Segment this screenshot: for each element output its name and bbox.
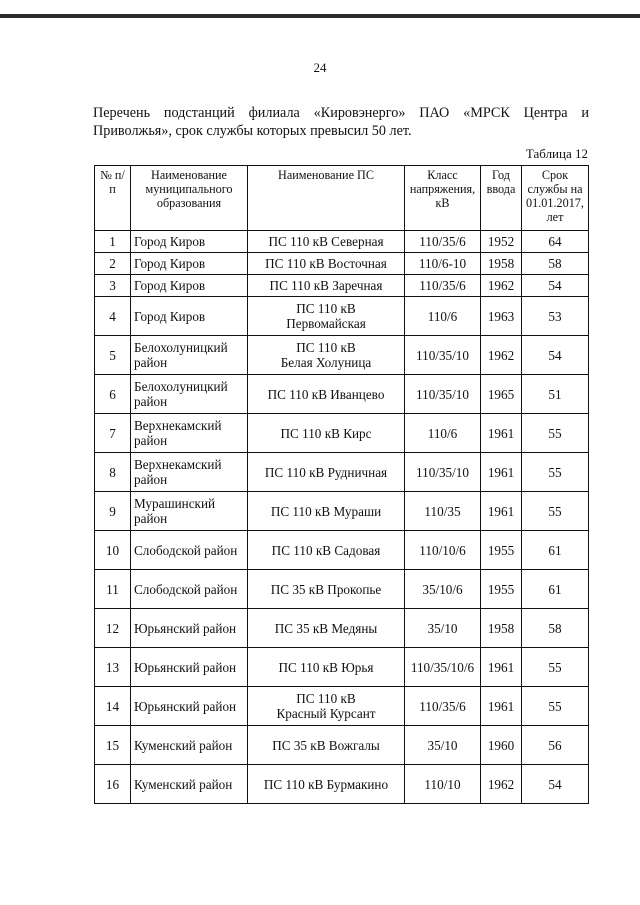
cell-municipality xyxy=(131,414,248,453)
cell-voltage xyxy=(405,375,481,414)
header-age: Срок службы на 01.01.2017, лет xyxy=(522,166,589,231)
cell-voltage xyxy=(405,275,481,297)
cell-age xyxy=(522,687,589,726)
cell-age xyxy=(522,414,589,453)
cell-substation-text: ПС 110 кВ Восточная xyxy=(265,256,387,271)
table-header xyxy=(95,166,589,231)
cell-municipality xyxy=(131,648,248,687)
cell-year xyxy=(481,414,522,453)
cell-year-text: 1961 xyxy=(487,698,515,714)
table-row xyxy=(95,609,589,648)
cell-age-text: 53 xyxy=(548,308,562,324)
cell-year-text: 1962 xyxy=(487,278,515,293)
cell-num xyxy=(95,648,131,687)
cell-municipality xyxy=(131,726,248,765)
cell-year-text: 1962 xyxy=(487,347,515,363)
cell-num-text: 1 xyxy=(109,234,116,249)
cell-voltage xyxy=(405,570,481,609)
cell-num xyxy=(95,297,131,336)
cell-voltage xyxy=(405,687,481,726)
cell-year xyxy=(481,726,522,765)
cell-voltage xyxy=(405,765,481,804)
cell-age xyxy=(522,253,589,275)
cell-year xyxy=(481,648,522,687)
cell-voltage-text: 110/35/10 xyxy=(416,464,469,480)
cell-substation xyxy=(248,414,405,453)
cell-municipality xyxy=(131,492,248,531)
table-row xyxy=(95,231,589,253)
cell-voltage-text: 35/10 xyxy=(427,737,458,753)
cell-num xyxy=(95,253,131,275)
cell-year-text: 1962 xyxy=(487,776,515,792)
cell-municipality-text: Город Киров xyxy=(134,234,206,249)
cell-age xyxy=(522,453,589,492)
cell-age xyxy=(522,765,589,804)
cell-municipality xyxy=(131,453,248,492)
cell-substation-text: ПС 110 кВ Северная xyxy=(268,234,384,249)
cell-age xyxy=(522,726,589,765)
cell-year xyxy=(481,253,522,275)
cell-year-text: 1961 xyxy=(487,659,515,675)
cell-voltage-text: 110/6-10 xyxy=(418,256,467,271)
cell-age-text: 51 xyxy=(548,386,562,402)
cell-age-text: 61 xyxy=(548,581,562,597)
document-heading: Перечень подстанций филиала «Кировэнерго» ПАО «МРСК Центра и Приволжья», срок службы которых превысил 50 лет. xyxy=(93,105,589,139)
cell-municipality-text: Юрьянский район xyxy=(134,620,237,636)
page-number: 24 xyxy=(313,60,327,75)
cell-year xyxy=(481,492,522,531)
cell-age xyxy=(522,531,589,570)
cell-municipality xyxy=(131,687,248,726)
cell-substation xyxy=(248,531,405,570)
cell-substation xyxy=(248,253,405,275)
cell-voltage xyxy=(405,453,481,492)
cell-substation xyxy=(248,375,405,414)
cell-age xyxy=(522,609,589,648)
cell-year-text: 1952 xyxy=(487,234,515,249)
cell-voltage xyxy=(405,297,481,336)
cell-age xyxy=(522,231,589,253)
cell-age-text: 55 xyxy=(548,464,562,480)
cell-year xyxy=(481,297,522,336)
cell-num-text: 3 xyxy=(109,278,116,293)
cell-year xyxy=(481,765,522,804)
cell-municipality xyxy=(131,375,248,414)
cell-municipality-text: Юрьянский район xyxy=(134,698,237,714)
table-row xyxy=(95,765,589,804)
header-voltage: Класс напряжения, кВ xyxy=(405,166,481,231)
cell-substation-text: ПС 110 кВ Рудничная xyxy=(264,464,388,480)
cell-municipality xyxy=(131,765,248,804)
cell-voltage xyxy=(405,609,481,648)
cell-substation xyxy=(248,570,405,609)
cell-age-text: 55 xyxy=(548,503,562,519)
cell-num xyxy=(95,765,131,804)
table-row xyxy=(95,687,589,726)
header-substation: Наименование ПС xyxy=(248,166,405,231)
table-body xyxy=(95,231,589,804)
cell-num xyxy=(95,336,131,375)
cell-num-text: 11 xyxy=(106,581,119,597)
cell-municipality xyxy=(131,297,248,336)
cell-voltage-text: 110/35/6 xyxy=(419,278,466,293)
cell-num xyxy=(95,492,131,531)
table-row xyxy=(95,648,589,687)
cell-age-text: 55 xyxy=(548,425,562,441)
table-label: Таблица 12 xyxy=(525,146,588,161)
header-year: Год ввода xyxy=(481,166,522,231)
cell-voltage-text: 110/35/10/6 xyxy=(410,659,475,675)
cell-substation-text: ПС 110 кВ Красный Курсант xyxy=(276,691,376,721)
cell-voltage-text: 110/35 xyxy=(424,503,461,519)
cell-substation xyxy=(248,726,405,765)
cell-voltage xyxy=(405,726,481,765)
cell-voltage-text: 110/10 xyxy=(424,776,461,792)
cell-age xyxy=(522,297,589,336)
cell-voltage-text: 110/35/6 xyxy=(419,698,466,714)
cell-substation xyxy=(248,648,405,687)
cell-voltage-text: 110/35/10 xyxy=(416,347,469,363)
cell-municipality-text: Город Киров xyxy=(134,256,206,271)
cell-year-text: 1955 xyxy=(487,542,515,558)
cell-year-text: 1961 xyxy=(487,503,515,519)
cell-substation xyxy=(248,687,405,726)
cell-substation-text: ПС 110 кВ Белая Холуница xyxy=(280,340,372,370)
cell-voltage xyxy=(405,253,481,275)
cell-num-text: 9 xyxy=(109,503,116,519)
cell-year-text: 1958 xyxy=(487,256,515,271)
cell-municipality-text: Юрьянский район xyxy=(134,659,237,675)
cell-substation-text: ПС 110 кВ Мураши xyxy=(270,503,382,519)
cell-municipality-text: Город Киров xyxy=(134,278,206,293)
cell-year xyxy=(481,687,522,726)
cell-age xyxy=(522,648,589,687)
cell-age-text: 54 xyxy=(548,347,562,363)
substations-table xyxy=(94,165,589,804)
cell-age-text: 58 xyxy=(548,256,562,271)
cell-municipality-text: Куменский район xyxy=(134,776,233,792)
cell-voltage xyxy=(405,414,481,453)
cell-year xyxy=(481,336,522,375)
header-municipality: Наименование муниципального образования xyxy=(131,166,248,231)
cell-age-text: 58 xyxy=(548,620,562,636)
cell-municipality-text: Город Киров xyxy=(134,308,206,324)
cell-year xyxy=(481,609,522,648)
table-row xyxy=(95,336,589,375)
cell-year-text: 1960 xyxy=(487,737,515,753)
cell-substation xyxy=(248,231,405,253)
table-row xyxy=(95,275,589,297)
cell-num-text: 2 xyxy=(109,256,116,271)
table-row xyxy=(95,414,589,453)
cell-age-text: 56 xyxy=(548,737,562,753)
cell-substation-text: ПС 110 кВ Бурмакино xyxy=(263,776,389,792)
cell-num-text: 10 xyxy=(105,542,120,558)
cell-substation-text: ПС 35 кВ Прокопье xyxy=(270,581,382,597)
table-row xyxy=(95,375,589,414)
cell-age xyxy=(522,275,589,297)
cell-num-text: 16 xyxy=(105,776,120,792)
cell-num xyxy=(95,453,131,492)
cell-substation xyxy=(248,765,405,804)
table-row xyxy=(95,253,589,275)
cell-substation xyxy=(248,492,405,531)
cell-municipality-text: Верхнекамский район xyxy=(134,418,222,448)
cell-substation xyxy=(248,336,405,375)
cell-municipality xyxy=(131,231,248,253)
cell-municipality-text: Слободской район xyxy=(134,542,238,558)
cell-age xyxy=(522,492,589,531)
cell-municipality xyxy=(131,531,248,570)
cell-voltage xyxy=(405,336,481,375)
cell-num xyxy=(95,375,131,414)
table-row xyxy=(95,570,589,609)
cell-num xyxy=(95,609,131,648)
header-row xyxy=(95,166,589,231)
cell-age xyxy=(522,570,589,609)
cell-municipality xyxy=(131,336,248,375)
cell-num-text: 4 xyxy=(109,308,116,324)
cell-voltage xyxy=(405,648,481,687)
cell-num xyxy=(95,231,131,253)
cell-num-text: 15 xyxy=(105,737,120,753)
table-row xyxy=(95,492,589,531)
cell-voltage-text: 110/35/10 xyxy=(416,386,469,402)
cell-age-text: 64 xyxy=(548,234,562,249)
cell-year xyxy=(481,231,522,253)
cell-age-text: 61 xyxy=(548,542,562,558)
cell-year-text: 1963 xyxy=(487,308,515,324)
cell-age-text: 54 xyxy=(548,776,562,792)
cell-year-text: 1961 xyxy=(487,425,515,441)
cell-voltage-text: 35/10/6 xyxy=(422,581,463,597)
cell-substation-text: ПС 110 кВ Садовая xyxy=(271,542,381,558)
cell-substation xyxy=(248,297,405,336)
cell-substation-text: ПС 35 кВ Вожгалы xyxy=(272,737,380,753)
cell-num-text: 8 xyxy=(109,464,116,480)
cell-year xyxy=(481,375,522,414)
table-row xyxy=(95,297,589,336)
cell-substation-text: ПС 110 кВ Заречная xyxy=(269,278,383,293)
cell-municipality-text: Белохолуницкий район xyxy=(134,340,228,370)
cell-year-text: 1965 xyxy=(487,386,515,402)
cell-num-text: 14 xyxy=(105,698,120,714)
cell-age xyxy=(522,336,589,375)
cell-municipality-text: Мурашинский район xyxy=(134,496,216,526)
cell-substation xyxy=(248,453,405,492)
cell-voltage-text: 110/35/6 xyxy=(419,234,466,249)
cell-substation xyxy=(248,609,405,648)
cell-municipality xyxy=(131,570,248,609)
cell-municipality-text: Куменский район xyxy=(134,737,233,753)
cell-num xyxy=(95,275,131,297)
cell-year xyxy=(481,275,522,297)
cell-voltage-text: 110/6 xyxy=(427,308,458,324)
cell-year xyxy=(481,453,522,492)
cell-age-text: 55 xyxy=(548,698,562,714)
cell-num xyxy=(95,531,131,570)
cell-num xyxy=(95,726,131,765)
cell-num xyxy=(95,687,131,726)
top-scan-border xyxy=(0,14,640,18)
cell-municipality-text: Верхнекамский район xyxy=(134,457,222,487)
table-row xyxy=(95,726,589,765)
cell-voltage xyxy=(405,492,481,531)
cell-substation-text: ПС 35 кВ Медяны xyxy=(274,620,378,636)
cell-age-text: 55 xyxy=(548,659,562,675)
cell-municipality xyxy=(131,609,248,648)
table-row xyxy=(95,453,589,492)
cell-year-text: 1955 xyxy=(487,581,515,597)
cell-substation-text: ПС 110 кВ Кирс xyxy=(280,425,372,441)
cell-num-text: 12 xyxy=(105,620,120,636)
cell-age xyxy=(522,375,589,414)
cell-municipality xyxy=(131,253,248,275)
cell-substation-text: ПС 110 кВ Иванцево xyxy=(267,386,385,402)
cell-voltage-text: 35/10 xyxy=(427,620,458,636)
cell-voltage-text: 110/6 xyxy=(427,425,458,441)
cell-voltage xyxy=(405,231,481,253)
cell-voltage-text: 110/10/6 xyxy=(419,542,466,558)
cell-num xyxy=(95,414,131,453)
cell-num-text: 5 xyxy=(109,347,116,363)
cell-num-text: 7 xyxy=(109,425,116,441)
cell-num-text: 6 xyxy=(109,386,116,402)
header-num: № п/п xyxy=(95,166,131,231)
cell-year-text: 1958 xyxy=(487,620,515,636)
cell-voltage xyxy=(405,531,481,570)
cell-age-text: 54 xyxy=(548,278,562,293)
cell-year xyxy=(481,570,522,609)
cell-municipality xyxy=(131,275,248,297)
cell-substation xyxy=(248,275,405,297)
cell-municipality-text: Белохолуницкий район xyxy=(134,379,228,409)
cell-year-text: 1961 xyxy=(487,464,515,480)
cell-substation-text: ПС 110 кВ Первомайская xyxy=(286,301,366,331)
table-row xyxy=(95,531,589,570)
cell-municipality-text: Слободской район xyxy=(134,581,238,597)
cell-num-text: 13 xyxy=(105,659,120,675)
cell-year xyxy=(481,531,522,570)
cell-substation-text: ПС 110 кВ Юрья xyxy=(278,659,374,675)
cell-num xyxy=(95,570,131,609)
